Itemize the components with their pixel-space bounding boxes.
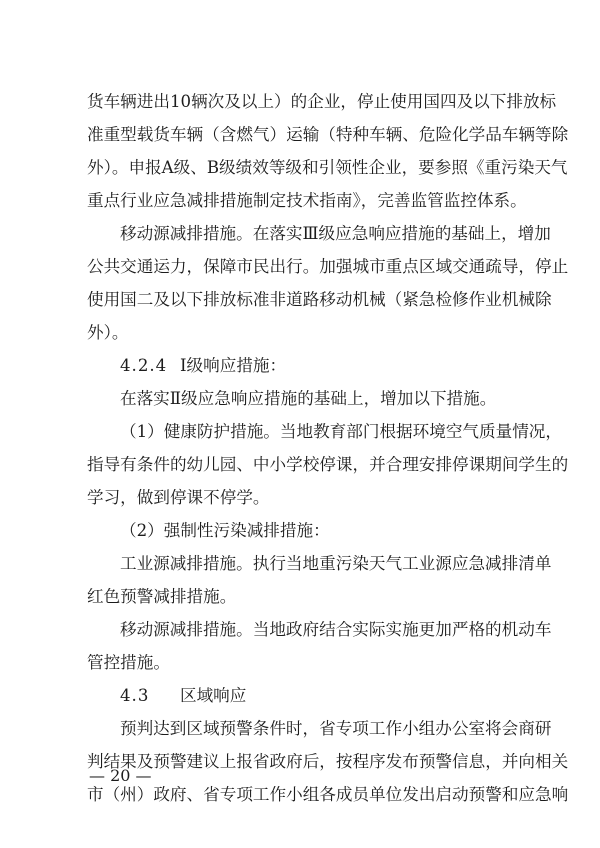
section-heading <box>120 354 600 378</box>
paragraph-line: 判结果及预警建议上报省政府后，按程序发布预警信息，并向相关 <box>87 752 569 771</box>
section-number: 4.3 <box>120 686 150 705</box>
paragraph-line: 准重型载货车辆（含燃气）运输（特种车辆、危险化学品车辆等除 <box>87 125 569 144</box>
section-title: 区域响应 <box>180 686 247 705</box>
paragraph-line: 指导有条件的幼儿园、中小学校停课，并合理安排停课期间学生的 <box>87 455 569 474</box>
paragraph-line: 使用国二及以下排放标准非道路移动机械（紧急检修作业机械除 <box>87 290 552 309</box>
paragraph-line: 货车辆进出10辆次及以上）的企业，停止使用国四及以下排放标 <box>87 92 557 111</box>
paragraph-line: （2）强制性污染减排措施： <box>120 521 330 540</box>
paragraph-line: 工业源减排措施。执行当地重污染天气工业源应急减排清单 <box>120 554 552 573</box>
section-heading <box>120 684 600 708</box>
paragraph-line: 移动源减排措施。当地政府结合实际实施更加严格的机动车 <box>120 620 552 639</box>
paragraph-line: 外）。申报A级、B级绩效等级和引领性企业，要参照《重污染天气 <box>87 158 568 177</box>
paragraph-line: 学习，做到停课不停学。 <box>87 488 270 507</box>
paragraph-line: 预判达到区域预警条件时，省专项工作小组办公室将会商研 <box>120 719 552 738</box>
paragraph-line: 市（州）政府、省专项工作小组各成员单位发出启动预警和应急响 <box>87 785 569 804</box>
paragraph-line: 重点行业应急减排措施制定技术指南》，完善监管监控体系。 <box>87 191 527 210</box>
page-number: — 20 — <box>89 766 152 785</box>
paragraph-line: 公共交通运力，保障市民出行。加强城市重点区域交通疏导，停止 <box>87 257 569 276</box>
paragraph-line: 在落实Ⅱ级应急响应措施的基础上，增加以下措施。 <box>120 389 497 408</box>
paragraph-line: （1）健康防护措施。当地教育部门根据环境空气质量情况， <box>120 422 562 441</box>
section-number: 4.2.4 <box>120 356 168 375</box>
paragraph-line: 移动源减排措施。在落实Ⅲ级应急响应措施的基础上，增加 <box>120 224 551 243</box>
paragraph-line: 外）。 <box>87 323 129 342</box>
section-title: Ⅰ级响应措施： <box>180 356 287 375</box>
paragraph-line: 红色预警减排措施。 <box>87 587 237 606</box>
paragraph-line: 管控措施。 <box>87 653 170 672</box>
